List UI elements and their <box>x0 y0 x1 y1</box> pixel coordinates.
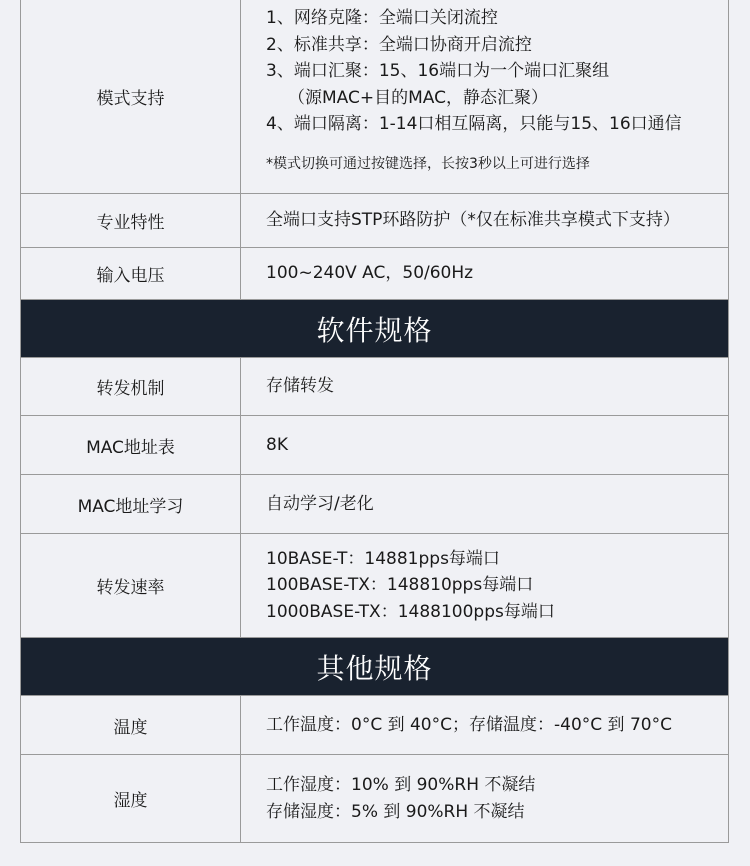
mode-line-1: 1、网络克隆：全端口关闭流控 <box>266 8 498 28</box>
voltage-row <box>21 248 728 300</box>
rate-label: 转发速率 <box>21 534 241 637</box>
forwarding-label: 转发机制 <box>21 358 241 415</box>
mode-line-2: 2、标准共享：全端口协商开启流控 <box>266 34 532 55</box>
other-section-header: 其他规格 <box>21 638 728 696</box>
voltage-value: 100~240V AC，50/60Hz <box>266 263 474 284</box>
software-section-header: 软件规格 <box>21 300 728 358</box>
humidity-line-1: 工作湿度：10% 到 90%RH 不凝结 <box>266 775 536 795</box>
voltage-label: 输入电压 <box>21 248 241 299</box>
mode-support-value <box>241 0 728 193</box>
features-value: 全端口支持STP环路防护（*仅在标准共享模式下支持） <box>266 210 680 231</box>
spec-table <box>20 0 729 843</box>
mode-support-row <box>21 0 728 194</box>
mac-learning-label: MAC地址学习 <box>21 475 241 533</box>
forwarding-row <box>21 358 728 416</box>
rate-line-1: 10BASE-T：14881pps每端口 <box>266 548 500 569</box>
mode-note: *模式切换可通过按键选择，长按3秒以上可进行选择 <box>266 155 590 172</box>
mac-table-row <box>21 416 728 475</box>
rate-line-3: 1000BASE-TX：1488100pps每端口 <box>266 601 555 622</box>
forwarding-value: 存储转发 <box>266 376 334 397</box>
features-label: 专业特性 <box>21 194 241 247</box>
mode-line-3: 3、端口汇聚：15、16端口为一个端口汇聚组 <box>266 61 610 81</box>
mode-support-label: 模式支持 <box>21 0 241 193</box>
mac-table-label: MAC地址表 <box>21 416 241 474</box>
features-row <box>21 194 728 248</box>
rate-value <box>241 534 728 637</box>
rate-line-2: 100BASE-TX：148810pps每端口 <box>266 575 534 596</box>
humidity-value <box>241 755 728 842</box>
humidity-row <box>21 755 728 843</box>
temperature-row <box>21 696 728 755</box>
mac-learning-value: 自动学习/老化 <box>266 493 374 514</box>
temperature-label: 温度 <box>21 696 241 754</box>
mac-table-value: 8K <box>266 434 288 455</box>
mac-learning-row <box>21 475 728 534</box>
temperature-value: 工作温度：0°C 到 40°C；存储温度：-40°C 到 70°C <box>266 714 672 735</box>
humidity-label: 湿度 <box>21 755 241 842</box>
mode-line-5: 4、端口隔离：1-14口相互隔离，只能与15、16口通信 <box>266 114 682 134</box>
humidity-line-2: 存储湿度：5% 到 90%RH 不凝结 <box>266 801 525 822</box>
rate-row <box>21 534 728 638</box>
mode-line-4: （源MAC+目的MAC，静态汇聚） <box>288 87 548 108</box>
